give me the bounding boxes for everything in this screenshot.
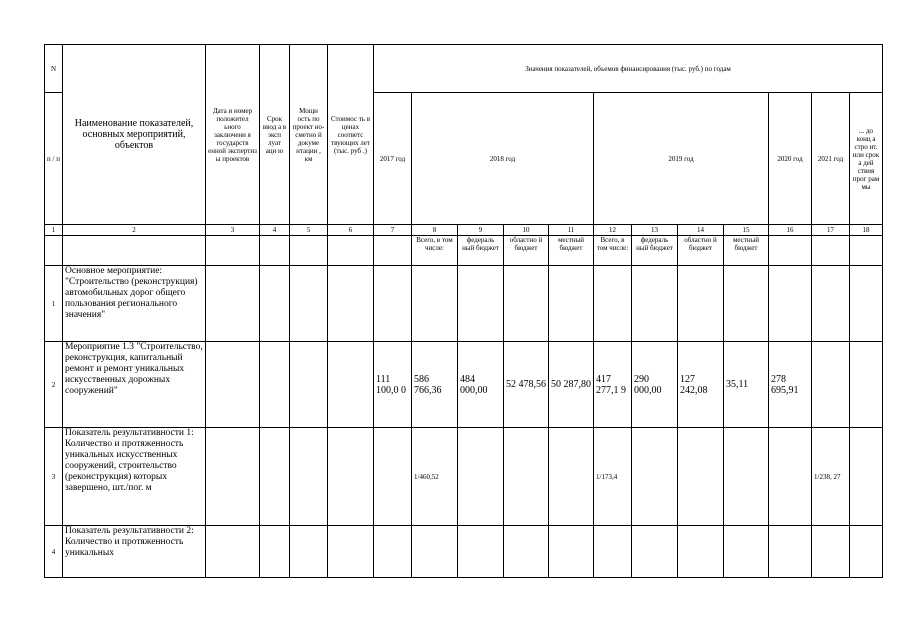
sub-header-total-2018: Всего, в том числе: <box>412 236 458 266</box>
col-number: 11 <box>549 225 594 236</box>
col-number: 9 <box>458 225 504 236</box>
header-n-sub: п / п <box>45 93 63 225</box>
sub-header-regional-2019: областно й бюджет <box>678 236 724 266</box>
cell-2021 <box>812 342 850 428</box>
sub-header-local-2018: местный бюджет <box>549 236 594 266</box>
header-capacity: Мощн ость по проект но- сметно й докуме нтации , км <box>290 45 328 225</box>
cell-2019-total: 1/173,4 <box>594 428 632 526</box>
cell-2017: 111 100,0 0 <box>374 342 412 428</box>
cell-until-end <box>850 342 883 428</box>
row-name: Основное мероприятие: "Строительство (реконструкция) автомобильных дорог общего пользования регионального значения" <box>63 266 206 342</box>
col-number: 13 <box>632 225 678 236</box>
sub-header-total-2019: Всего, в том числе: <box>594 236 632 266</box>
col-number: 12 <box>594 225 632 236</box>
col-number: 7 <box>374 225 412 236</box>
header-n: N <box>45 45 63 93</box>
table-row <box>45 428 883 526</box>
col-number: 17 <box>812 225 850 236</box>
header-year-2019: 2019 год <box>594 93 769 225</box>
header-values-group: Значения показателей, объемов финансирования (тыс. руб.) по годам <box>374 45 883 93</box>
sub-header-local-2019: местный бюджет <box>724 236 769 266</box>
cell-2018-total: 586 766,36 <box>412 342 458 428</box>
col-number: 16 <box>769 225 812 236</box>
sub-header-row <box>45 236 883 266</box>
cell-2019-local: 35,11 <box>724 342 769 428</box>
col-number: 4 <box>260 225 290 236</box>
header-year-2020: 2020 год <box>769 93 812 225</box>
cell-2019-regional: 127 242,08 <box>678 342 724 428</box>
row-number: 4 <box>45 526 63 578</box>
header-year-2021: 2021 год <box>812 93 850 225</box>
cell-2019-total: 417 277,1 9 <box>594 342 632 428</box>
sub-header-regional-2018: областно й бюджет <box>504 236 549 266</box>
col-number: 18 <box>850 225 883 236</box>
header-commission-date: Срок ввод а в эксп луат аци ю <box>260 45 290 225</box>
cell-2018-total: 1/460,52 <box>412 428 458 526</box>
header-year-2017: 2017 год <box>374 93 412 225</box>
col-number: 6 <box>328 225 374 236</box>
col-number: 1 <box>45 225 63 236</box>
header-cost: Стоимос ть в ценах соответс твующих лет (тыс. руб .) <box>328 45 374 225</box>
row-name: Показатель результативности 1: Количество и протяженность уникальных искусственных сооружений, строительство (реконструкция) которых завершено, шт./пог. м <box>63 428 206 526</box>
cell-2018-federal: 484 000,00 <box>458 342 504 428</box>
header-name: Наименование показателей, основных мероприятий, объектов <box>63 45 206 225</box>
table-row <box>45 342 883 428</box>
col-number: 15 <box>724 225 769 236</box>
program-table <box>44 44 883 578</box>
col-number: 8 <box>412 225 458 236</box>
col-number: 5 <box>290 225 328 236</box>
cell-2021: 1/238, 27 <box>812 428 850 526</box>
col-number: 2 <box>63 225 206 236</box>
row-name: Мероприятие 1.3 "Строительство, реконструкция, капитальный ремонт и ремонт уникальных искусственных дорожных сооружений" <box>63 342 206 428</box>
col-number: 3 <box>206 225 260 236</box>
cell-cost <box>328 342 374 428</box>
cell-2020: 278 695,91 <box>769 342 812 428</box>
col-number: 14 <box>678 225 724 236</box>
cell-2019-federal: 290 000,00 <box>632 342 678 428</box>
sub-header-federal-2018: федераль ный бюджет <box>458 236 504 266</box>
header-until-end: ... до конц а стро ит. или срок а дей ствия прог рам мы <box>850 93 883 225</box>
row-number: 3 <box>45 428 63 526</box>
cell-2018-regional: 52 478,56 <box>504 342 549 428</box>
row-number: 1 <box>45 266 63 342</box>
row-number: 2 <box>45 342 63 428</box>
table-row <box>45 266 883 342</box>
col-number: 10 <box>504 225 549 236</box>
sub-header-federal-2019: федераль ный бюджет <box>632 236 678 266</box>
header-expertise-date: Дата и номер положител ьного заключени я государств енной экспертиз ы проектов <box>206 45 260 225</box>
header-year-2018: 2018 год <box>412 93 594 225</box>
cell-2018-local: 50 287,80 <box>549 342 594 428</box>
row-name: Показатель результативности 2: Количество и протяженность уникальных <box>63 526 206 578</box>
table-row <box>45 526 883 578</box>
column-numbers-row <box>45 225 883 236</box>
